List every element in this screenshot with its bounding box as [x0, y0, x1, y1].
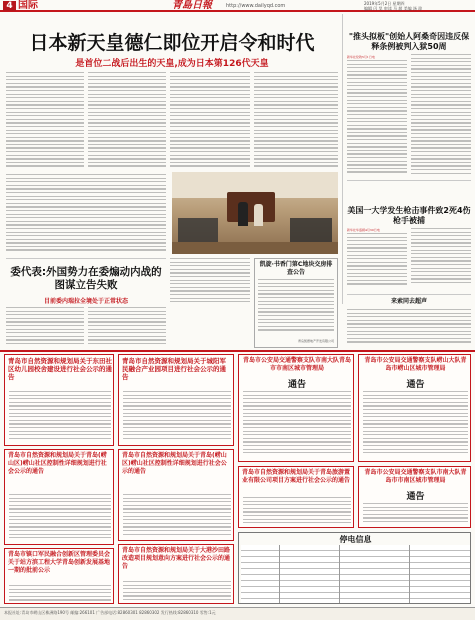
- notice-shatian-road-title: 青岛市自然资源和规划局关于大港沙田路改造项目规划意向方案进行社会公示的通告: [122, 547, 231, 570]
- lost-notice-body: [347, 309, 471, 347]
- notice-laoshan-plan-2: [118, 449, 234, 541]
- lead-body-col4: [254, 72, 338, 170]
- section-name: 国际: [18, 0, 38, 11]
- notice-shinan-traffic-1-body: [243, 391, 351, 459]
- page-header: [0, 0, 475, 12]
- notice-tourism-project-title: 青岛市自然资源和规划局关于青岛旅游置业有限公司项目方案进行社会公示的通告: [242, 469, 351, 484]
- table-col-divider-3: [409, 545, 410, 603]
- table-col-divider-1: [279, 545, 280, 603]
- property-ad-signature: 青岛凯德地产开发有限公司: [297, 339, 334, 343]
- notice-shinan-traffic-2: [358, 466, 471, 528]
- notice-military-park-body: [123, 391, 231, 443]
- venezuela-headline: 委代表:外国势力在委煽动内战的图谋立告失败: [10, 266, 162, 291]
- page-number: 4: [3, 1, 16, 11]
- power-outage-rows: [241, 545, 470, 603]
- notice-military-park: [118, 354, 234, 446]
- shooting-body-col1: [347, 233, 407, 291]
- notice-tourism-project: [238, 466, 354, 528]
- property-ad-body: [258, 279, 334, 335]
- notice-laoshan-plan-1: [4, 449, 114, 545]
- rule-right-1: [347, 180, 471, 181]
- notice-laoshan-traffic-label: 通告: [406, 380, 425, 390]
- website-url: http://www.dailyqd.com: [226, 3, 286, 9]
- property-ad: [254, 258, 338, 348]
- power-outage-title: 停电信息: [339, 535, 372, 544]
- lead-headline: 日本新天皇德仁即位开启令和时代: [29, 32, 315, 54]
- footer-imprint: 本报社址:青岛市崂山区株洲路190号 邮编:266101 广告部电话:82860301 82860302 发行热线:82860310 零售:1元: [4, 610, 216, 615]
- page-footer: [0, 607, 475, 620]
- notice-shatian-road-body: [123, 581, 231, 603]
- notice-laoshan-traffic-body: [363, 391, 468, 459]
- power-outage-table: [238, 532, 471, 604]
- lead-subheadline: 是首位二战后出生的天皇,成为日本第126代天皇: [75, 59, 269, 69]
- notice-laoshan-plan-2-title: 青岛市自然资源和规划局关于青岛(崂山区)崂山社区控制性详细规划进行社会公示的通告: [122, 452, 227, 475]
- notice-tourism-project-body: [243, 497, 351, 525]
- masthead-logo: 青島日報: [172, 0, 212, 11]
- notice-kindergarten: [4, 354, 114, 446]
- date-line: 2019年5月2日 星期四: [364, 1, 405, 6]
- notice-laoshan-plan-1-title: 青岛市自然资源和规划局关于青岛(崂山区)崂山社区控制性详细规划进行社会公示的通告: [8, 452, 107, 475]
- notice-shinan-traffic-2-label: 通告: [406, 492, 425, 502]
- rule-left-1: [6, 258, 166, 259]
- notice-laoshan-plan-1-body: [9, 494, 111, 542]
- photo-figure-2: [254, 204, 263, 226]
- notice-kindergarten-title: 青岛市自然资源和规划局关于东田社区幼儿园校舍建设进行社会公示的通告: [8, 357, 112, 381]
- venezuela-body-col2: [88, 307, 166, 347]
- photo-curtain: [227, 192, 275, 222]
- lead-body-lower: [6, 174, 166, 254]
- notice-innovation-base-body: [9, 585, 111, 603]
- notice-military-park-title: 青岛市自然资源和规划局关于城阳军民融合产业园项目进行社会公示的通告: [122, 357, 226, 381]
- table-col-divider-2: [339, 545, 340, 603]
- notice-innovation-base-title: 青岛市镇口军民融合创新区管理委员会关于站方滨工程大学青岛创新发展基地一期的批前公示: [8, 551, 111, 574]
- assange-body-col2: [411, 54, 471, 180]
- notice-shinan-traffic-1-title: 青岛市公安局交通警察支队市南大队青岛市市南区城市管理局: [242, 357, 351, 372]
- lead-body-col2: [88, 72, 166, 170]
- lost-notice: [347, 294, 471, 348]
- notice-innovation-base: [4, 548, 114, 604]
- venezuela-subheadline: 目前委内瑞拉全境处于正常状态: [43, 298, 128, 305]
- notices-divider: [0, 350, 475, 352]
- venezuela-body-col1: [6, 307, 84, 347]
- photo-figure-1: [238, 202, 248, 226]
- notice-shinan-traffic-2-title: 青岛市公安局交通警察支队市南大队青岛市市南区城市管理局: [364, 469, 467, 484]
- lost-notice-title: 来索同去超声: [390, 298, 427, 305]
- notice-laoshan-traffic-title: 青岛市公安局交通警察支队崂山大队青岛市崂山区城市管理局: [364, 357, 467, 372]
- shooting-headline: 美国一大学发生枪击事件致2死4伤 枪手被捕: [347, 206, 471, 225]
- photo-floor: [172, 242, 338, 254]
- notice-shinan-traffic-2-body: [363, 503, 468, 525]
- assange-kicker: 新华社伦敦5月1日电: [347, 55, 375, 59]
- notice-kindergarten-body: [9, 391, 111, 443]
- notice-shinan-traffic-1-label: 通告: [287, 380, 306, 390]
- property-ad-title: 凯旋·书香门第C地块交房排查公告: [259, 261, 333, 276]
- notice-laoshan-traffic: [358, 354, 471, 462]
- lead-body-col3: [170, 72, 250, 170]
- notice-shatian-road: [118, 544, 234, 604]
- assange-body-col1: [347, 60, 407, 180]
- lead-body-col1: [6, 72, 84, 170]
- assange-headline: "推头拟板"创始人阿桑奇因违反保释条例被判入狱50周: [348, 32, 470, 51]
- notice-laoshan-plan-2-body: [123, 494, 231, 538]
- venezuela-body-col3: [170, 258, 250, 308]
- editor-line: 编辑 闪 昊 审读 马 超 美编 汤 琼: [364, 6, 423, 11]
- shooting-body-col2: [411, 228, 471, 291]
- notice-shinan-traffic-1: [238, 354, 354, 462]
- emperor-ceremony-photo: [172, 172, 338, 254]
- column-divider: [342, 14, 343, 304]
- shooting-kicker: 新华社华盛顿4月30日电: [347, 228, 380, 232]
